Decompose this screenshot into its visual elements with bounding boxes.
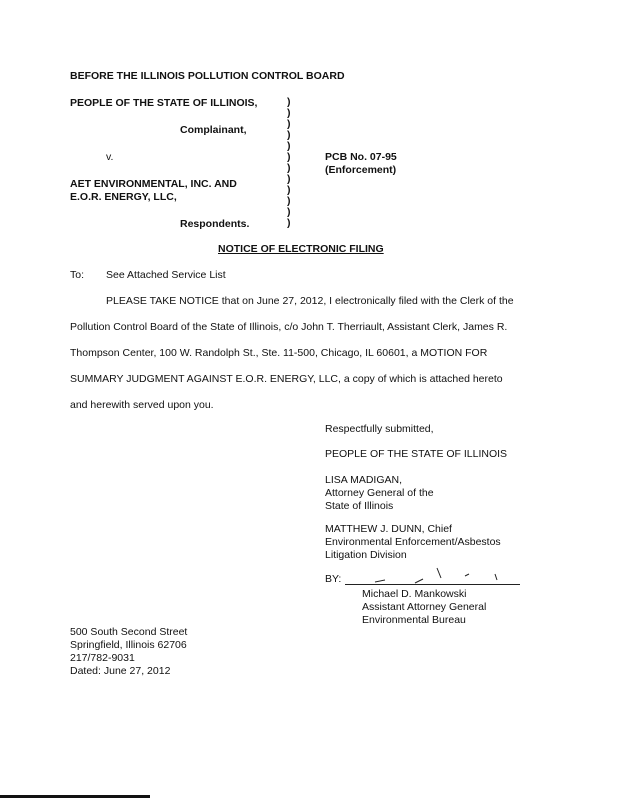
body-line-1: PLEASE TAKE NOTICE that on June 27, 2012, I electronically filed with the Clerk of the	[106, 295, 514, 307]
board-heading: BEFORE THE ILLINOIS POLLUTION CONTROL BOARD	[70, 70, 345, 82]
paren: )	[287, 140, 291, 152]
address-city: Springfield, Illinois 62706	[70, 639, 187, 651]
paren: )	[287, 129, 291, 141]
body-line-3: Thompson Center, 100 W. Randolph St., Ste. 11-500, Chicago, IL 60601, a MOTION FOR	[70, 347, 488, 359]
caption-paren-column	[287, 97, 291, 229]
dated-line: Dated: June 27, 2012	[70, 665, 171, 677]
case-type: (Enforcement)	[325, 164, 397, 176]
party-name: PEOPLE OF THE STATE OF ILLINOIS	[325, 448, 508, 460]
paren: )	[287, 107, 291, 119]
defendant-line-1: AET ENVIRONMENTAL, INC. AND	[70, 178, 237, 190]
paren: )	[287, 96, 291, 108]
notice-title: NOTICE OF ELECTRONIC FILING	[218, 243, 384, 255]
defendant-line-2: E.O.R. ENERGY, LLC,	[70, 191, 177, 203]
chief-title-1: Environmental Enforcement/Asbestos	[325, 536, 501, 548]
footer-rule	[0, 795, 150, 798]
paren: )	[287, 162, 291, 174]
paren: )	[287, 217, 291, 229]
address-street: 500 South Second Street	[70, 626, 188, 638]
complainant-label: Complainant,	[180, 124, 247, 136]
paren: )	[287, 195, 291, 207]
versus-label: v.	[106, 151, 114, 163]
paren: )	[287, 184, 291, 196]
chief-name: MATTHEW J. DUNN, Chief	[325, 523, 452, 535]
by-label: BY:	[325, 573, 342, 585]
closing: Respectfully submitted,	[325, 423, 434, 435]
paren: )	[287, 151, 291, 163]
signer-title-2: Environmental Bureau	[362, 614, 466, 626]
respondents-label: Respondents.	[180, 218, 250, 230]
body-line-5: and herewith served upon you.	[70, 399, 214, 411]
body-line-2: Pollution Control Board of the State of Illinois, c/o John T. Therriault, Assistant Clerk, James R.	[70, 321, 508, 333]
ag-title-1: Attorney General of the	[325, 487, 434, 499]
to-label: To:	[70, 269, 85, 281]
chief-title-2: Litigation Division	[325, 549, 407, 561]
paren: )	[287, 173, 291, 185]
plaintiff-name: PEOPLE OF THE STATE OF ILLINOIS,	[70, 97, 258, 109]
ag-title-2: State of Illinois	[325, 500, 394, 512]
signer-title-1: Assistant Attorney General	[362, 601, 487, 613]
paren: )	[287, 206, 291, 218]
address-phone: 217/782-9031	[70, 652, 135, 664]
signer-name: Michael D. Mankowski	[362, 588, 467, 600]
body-line-4: SUMMARY JUDGMENT AGAINST E.O.R. ENERGY, LLC, a copy of which is attached hereto	[70, 373, 503, 385]
case-number: PCB No. 07-95	[325, 151, 397, 163]
ag-name: LISA MADIGAN,	[325, 474, 403, 486]
signature-scribble	[345, 562, 520, 588]
paren: )	[287, 118, 291, 130]
to-value: See Attached Service List	[106, 269, 226, 281]
